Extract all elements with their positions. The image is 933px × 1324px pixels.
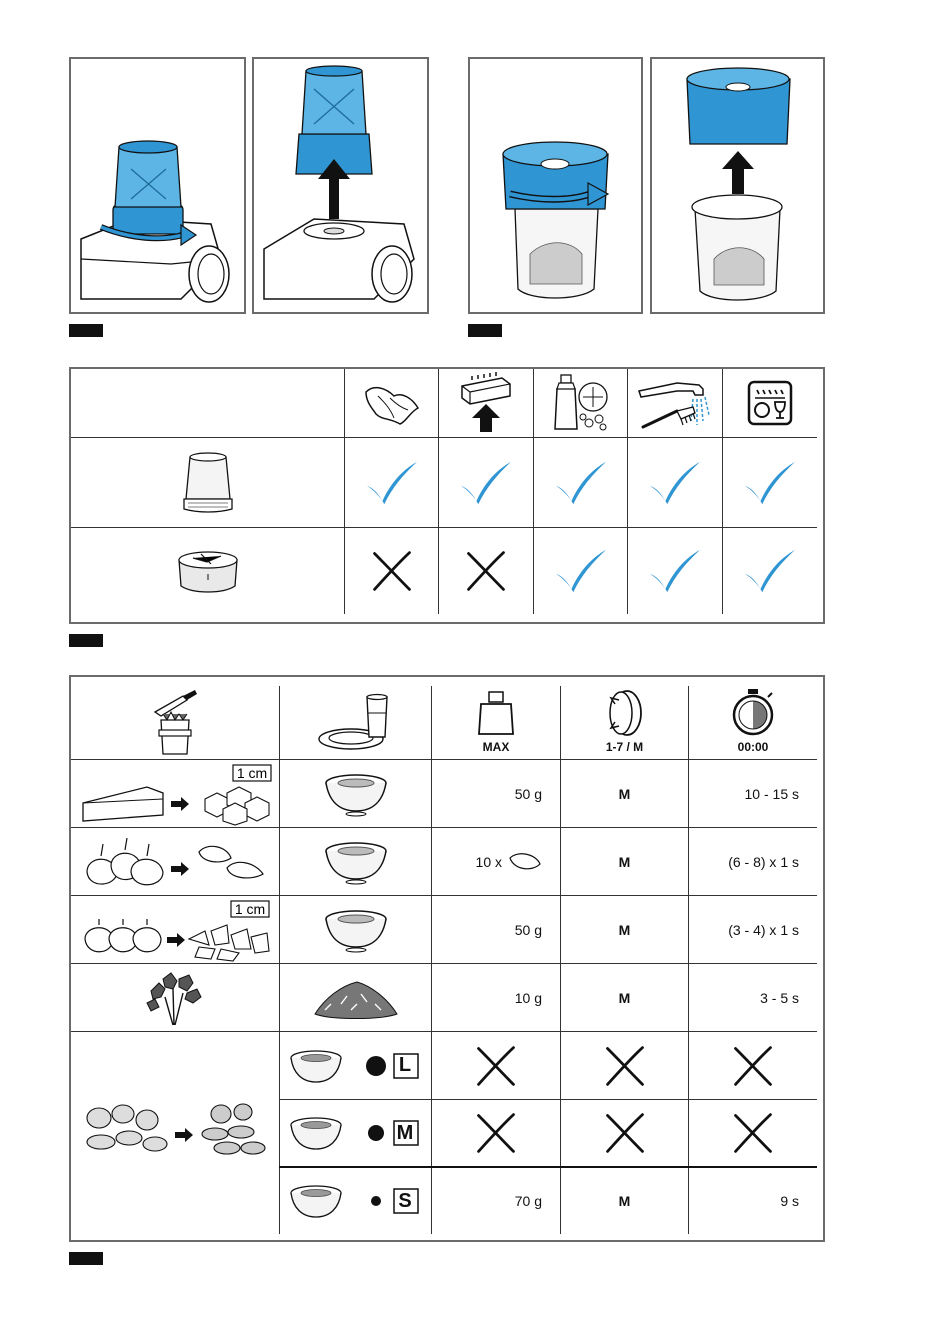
- bowl-icon: [321, 839, 391, 885]
- cleaning-cell: [628, 438, 722, 527]
- cleaning-cell: [534, 438, 627, 527]
- bowl-icon: [321, 771, 391, 817]
- bowl-icon: [321, 907, 391, 953]
- dishwasher-icon: [747, 380, 793, 426]
- nut-grade-cell: [280, 1100, 431, 1166]
- time-value: 9 s: [780, 1193, 799, 1209]
- recipe-cell: [561, 1100, 688, 1166]
- speed-value: M: [618, 1193, 631, 1209]
- parsley-icon: [143, 969, 207, 1027]
- figure-panel-lift-jar: [252, 57, 429, 314]
- turn-blade-unit-right-icon: [470, 59, 641, 312]
- tap-and-brush-icon: [637, 375, 713, 431]
- figure-tag: [69, 324, 103, 337]
- speed-value: M: [618, 989, 631, 1006]
- size-label: 1 cm: [234, 900, 266, 917]
- amount-value: 10 x: [432, 828, 560, 895]
- recipe-cell: [432, 1100, 560, 1166]
- nut-grade-cell: [280, 1168, 431, 1234]
- container-icon: [178, 449, 238, 517]
- cleaning-table: [69, 367, 825, 624]
- garlic-cloves-icon: [77, 832, 273, 892]
- turn-jar-right-icon: [71, 59, 244, 312]
- not-suitable-cross-icon: [730, 1110, 776, 1156]
- lift-blade-unit-off-icon: [652, 59, 823, 312]
- chopped-herbs-icon: [311, 974, 401, 1022]
- detergent-icon: [549, 373, 613, 433]
- cheese-cubes-icon: [77, 763, 273, 825]
- recipe-cell: [561, 1032, 688, 1099]
- amount-value: 70 g: [514, 1193, 542, 1209]
- not-suitable-cross-icon: [602, 1043, 648, 1089]
- grade-label: L: [398, 1054, 412, 1076]
- garlic-clove-icon: [508, 850, 542, 874]
- figure-panel-turn-blade: [468, 57, 643, 314]
- figure-tag: [69, 634, 103, 647]
- not-suitable-cross-icon: [463, 548, 509, 594]
- figure-panel-lift-blade: [650, 57, 825, 314]
- blade-unit-icon: [173, 546, 243, 596]
- weight-icon: [477, 690, 515, 736]
- figure-panel-turn-jar: [69, 57, 246, 314]
- suitable-check-icon: [552, 459, 610, 507]
- grade-label: M: [396, 1121, 414, 1144]
- cleaning-cell: [439, 528, 533, 614]
- nut-grade-cell: [280, 1032, 431, 1099]
- not-suitable-cross-icon: [730, 1043, 776, 1089]
- suitable-check-icon: [741, 547, 799, 595]
- max-header: MAX: [482, 740, 510, 754]
- recipe-cell: [689, 1100, 817, 1166]
- suitable-check-icon: [646, 459, 704, 507]
- plate-and-glass-icon: [317, 693, 395, 753]
- not-suitable-cross-icon: [369, 548, 415, 594]
- not-suitable-cross-icon: [602, 1110, 648, 1156]
- figure-tag: [69, 1252, 103, 1265]
- suitable-check-icon: [552, 547, 610, 595]
- cleaning-cell: [534, 528, 627, 614]
- speed-dial-icon: [605, 688, 645, 738]
- speed-value: M: [618, 785, 631, 802]
- cleaning-cell: [345, 528, 438, 614]
- time-header: 00:00: [737, 740, 769, 754]
- time-value: (6 - 8) x 1 s: [728, 853, 799, 870]
- nuts-icon: [77, 1098, 273, 1168]
- soft-cloth-icon: [360, 378, 424, 428]
- cleaning-cell: [723, 438, 817, 527]
- time-value: (3 - 4) x 1 s: [728, 921, 799, 938]
- figure-tag: [468, 324, 502, 337]
- chopper-with-food-icon: [147, 690, 203, 756]
- recipe-cell: [432, 1032, 560, 1099]
- cleaning-cell: [628, 528, 722, 614]
- cleaning-cell: [345, 438, 438, 527]
- cleaning-cell: [439, 438, 533, 527]
- cleaning-cell: [723, 528, 817, 614]
- suitable-check-icon: [741, 459, 799, 507]
- grade-label: S: [398, 1189, 412, 1212]
- speed-header: 1-7 / M: [605, 740, 644, 754]
- size-label: 1 cm: [236, 764, 268, 781]
- time-value: 10 - 15 s: [744, 785, 799, 802]
- lift-jar-off-icon: [254, 59, 427, 312]
- not-suitable-cross-icon: [473, 1043, 519, 1089]
- speed-value: M: [618, 921, 631, 938]
- amount-value: 10 g: [514, 989, 542, 1006]
- timer-icon: [730, 689, 776, 737]
- amount-value: 50 g: [514, 785, 542, 802]
- onion-pieces-icon: [77, 899, 273, 961]
- speed-value: M: [618, 853, 631, 870]
- recipe-table: [69, 675, 825, 1242]
- time-value: 3 - 5 s: [760, 989, 799, 1006]
- suitable-check-icon: [457, 459, 515, 507]
- not-suitable-cross-icon: [473, 1110, 519, 1156]
- amount-value: 50 g: [514, 921, 542, 938]
- abrasive-sponge-icon: [458, 374, 514, 432]
- suitable-check-icon: [363, 459, 421, 507]
- suitable-check-icon: [646, 547, 704, 595]
- recipe-cell: [689, 1032, 817, 1099]
